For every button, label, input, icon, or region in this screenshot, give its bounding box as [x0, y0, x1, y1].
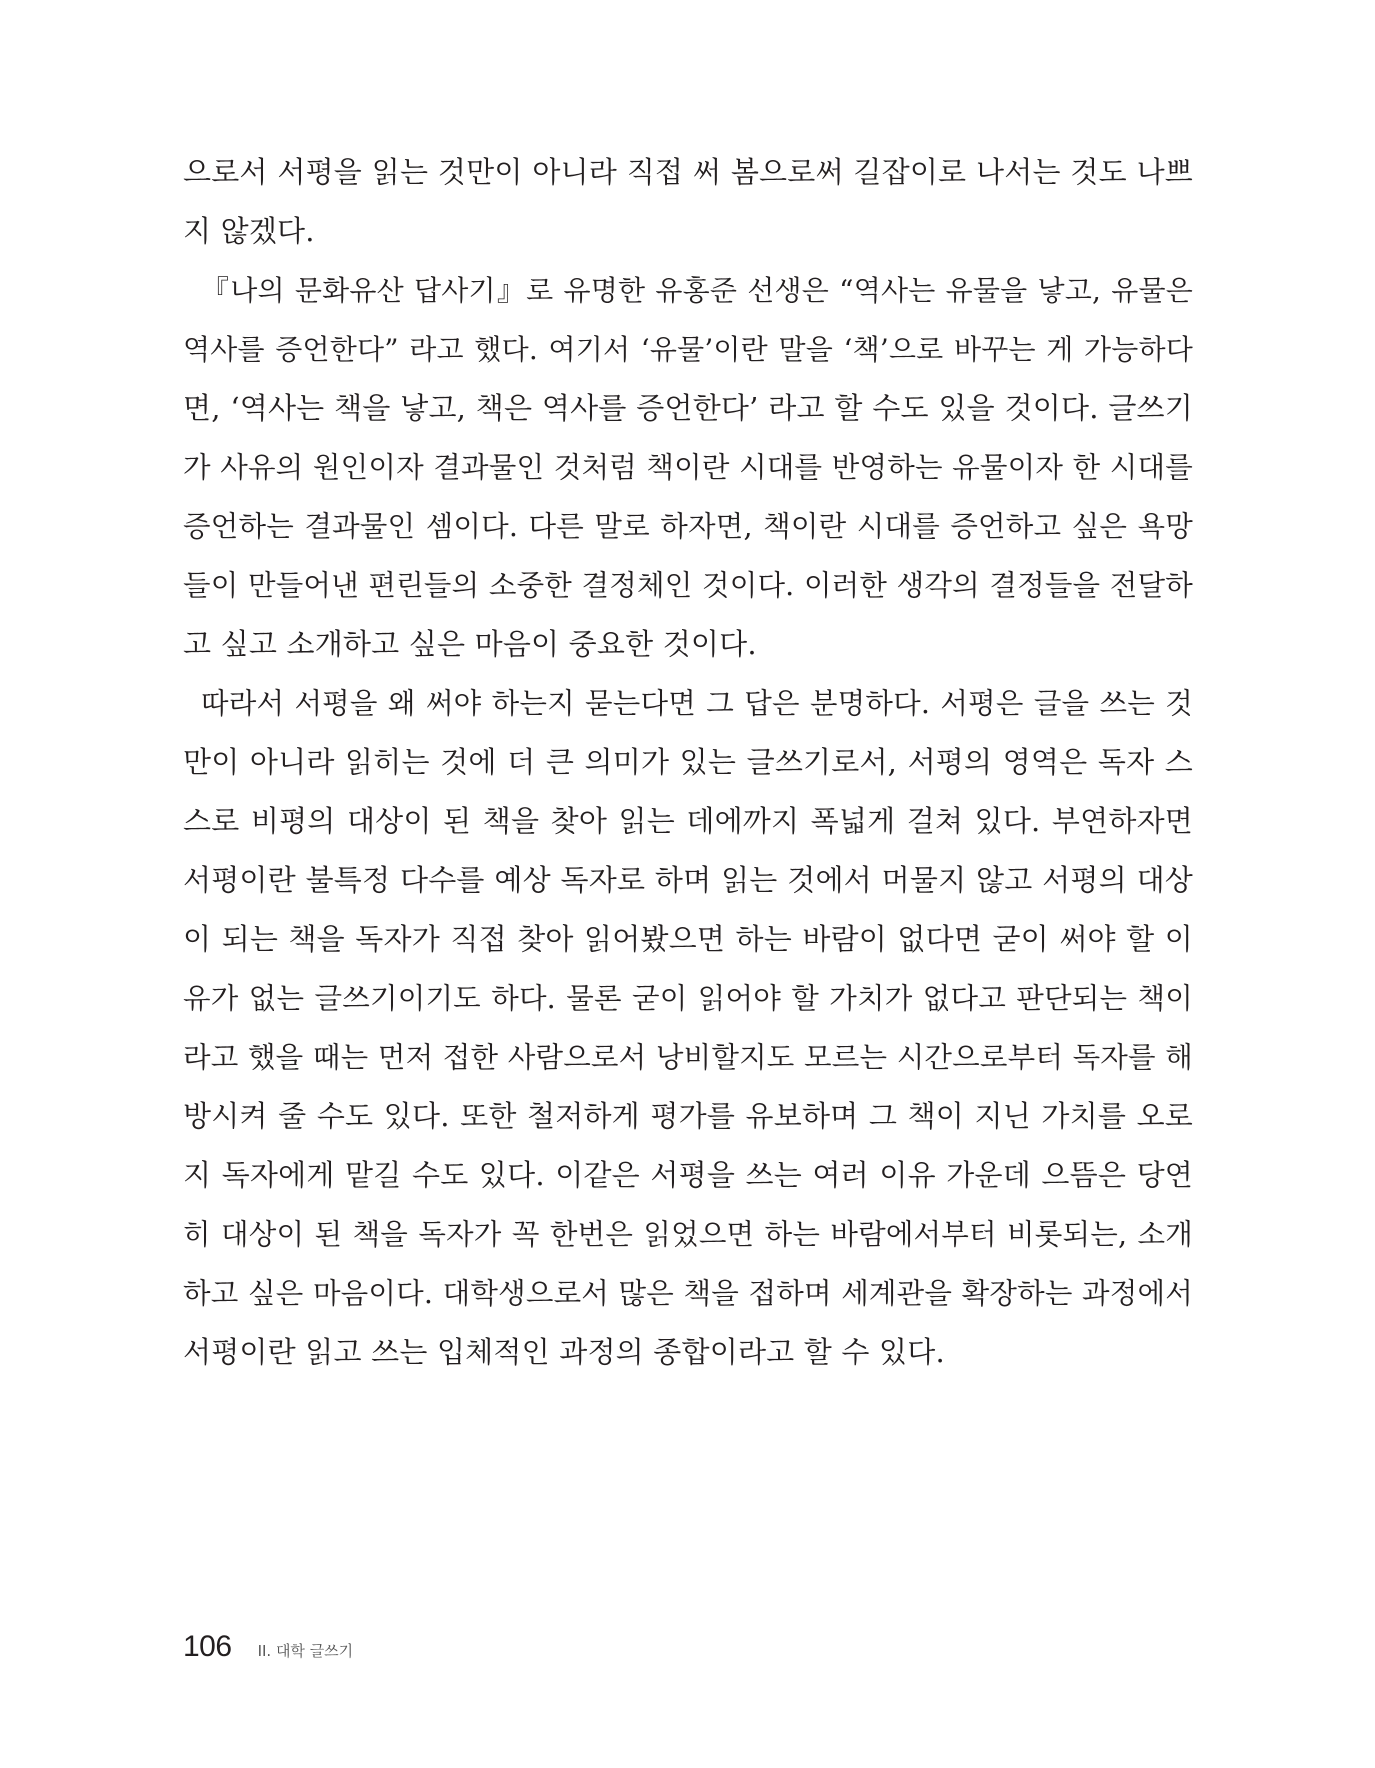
text-line: 따라서 서평을 왜 써야 하는지 묻는다면 그 답은 분명하다. 서평은 글을 쓰는 것 [201, 687, 1193, 720]
page-footer [183, 1630, 353, 1670]
text-line: 히 대상이 된 책을 독자가 꼭 한번은 읽었으면 하는 바람에서부터 비롯되는, 소개 [183, 1218, 1193, 1251]
text-line: 『나의 문화유산 답사기』로 유명한 유홍준 선생은 “역사는 유물을 낳고, 유물은 [201, 274, 1193, 307]
text-line: 면, ‘역사는 책을 낳고, 책은 역사를 증언한다’ 라고 할 수도 있을 것이다. 글쓰기 [183, 391, 1193, 425]
text-line: 만이 아니라 읽히는 것에 더 큰 의미가 있는 글쓰기로서, 서평의 영역은 독자 스 [183, 745, 1193, 779]
text-line: 방시켜 줄 수도 있다. 또한 철저하게 평가를 유보하며 그 책이 지닌 가치를 오로 [183, 1099, 1193, 1133]
text-line: 스로 비평의 대상이 된 책을 찾아 읽는 데에까지 폭넓게 걸쳐 있다. 부연하자면 [183, 804, 1193, 838]
text-line: 유가 없는 글쓰기이기도 하다. 물론 굳이 읽어야 할 가치가 없다고 판단되는 책이 [183, 982, 1193, 1015]
running-chapter-title: II. 대학 글쓰기 [257, 1642, 354, 1660]
text-line: 역사를 증언한다” 라고 했다. 여기서 ‘유물’이란 말을 ‘책’으로 바꾸는 게 가능하다 [183, 333, 1193, 366]
text-line: 하고 싶은 마음이다. 대학생으로서 많은 책을 접하며 세계관을 확장하는 과정에서 [183, 1277, 1193, 1310]
text-line: 서평이란 불특정 다수를 예상 독자로 하며 읽는 것에서 머물지 않고 서평의 대상 [183, 863, 1193, 897]
text-line: 지 독자에게 맡길 수도 있다. 이같은 서평을 쓰는 여러 이유 가운데 으뜸은 당연 [183, 1158, 1193, 1192]
text-line: 가 사유의 원인이자 결과물인 것처럼 책이란 시대를 반영하는 유물이자 한 시대를 [183, 451, 1193, 484]
text-line: 증언하는 결과물인 셈이다. 다른 말로 하자면, 책이란 시대를 증언하고 싶은 욕망 [183, 510, 1193, 543]
text-line: 라고 했을 때는 먼저 접한 사람으로서 낭비할지도 모르는 시간으로부터 독자를 해 [183, 1041, 1193, 1074]
text-line: 고 싶고 소개하고 싶은 마음이 중요한 것이다. [183, 627, 757, 661]
text-line: 으로서 서평을 읽는 것만이 아니라 직접 써 봄으로써 길잡이로 나서는 것도 나쁘 [183, 155, 1193, 189]
page-number: 106 [183, 1630, 232, 1663]
body-text [183, 143, 1193, 1382]
text-line: 지 않겠다. [183, 214, 315, 248]
text-line: 들이 만들어낸 편린들의 소중한 결정체인 것이다. 이러한 생각의 결정들을 전달하 [183, 569, 1193, 602]
text-line: 서평이란 읽고 쓰는 입체적인 과정의 종합이라고 할 수 있다. [183, 1335, 945, 1369]
text-line: 이 되는 책을 독자가 직접 찾아 읽어봤으면 하는 바람이 없다면 굳이 써야 할 이 [183, 922, 1193, 956]
